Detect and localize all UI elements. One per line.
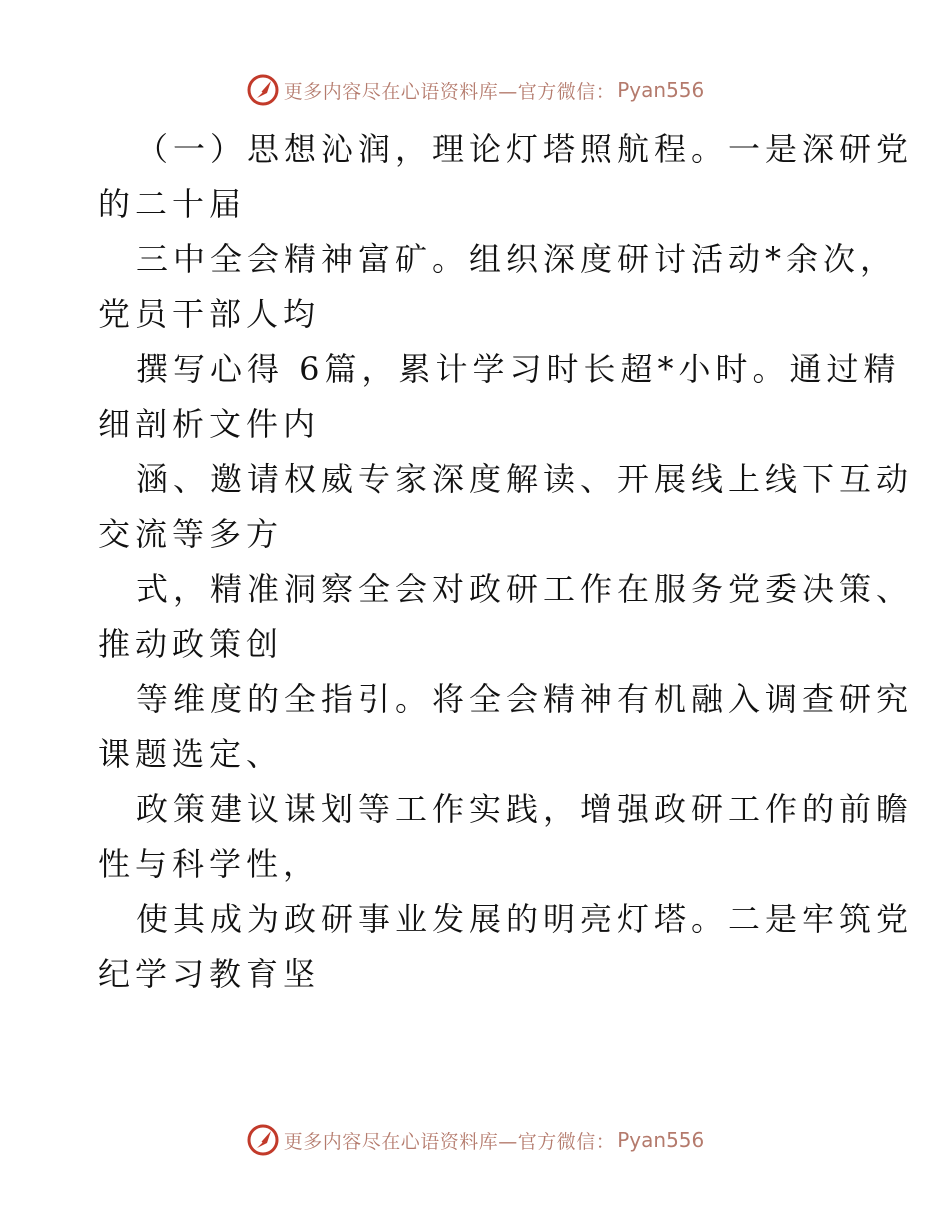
header-watermark xyxy=(0,72,950,108)
text-line: 推动政策创 xyxy=(98,625,284,663)
text-line: 涵、邀请权威专家深度解读、开展线上线下互动 xyxy=(136,460,914,498)
footer-watermark xyxy=(0,1122,950,1158)
watermark-text: 更多内容尽在心语资料库—官方微信： xyxy=(283,80,616,103)
text-line: 等维度的全指引。将全会精神有机融入调查研究 xyxy=(136,680,914,718)
watermark-text: 更多内容尽在心语资料库—官方微信： xyxy=(283,1130,616,1153)
quill-logo-icon xyxy=(246,1123,280,1157)
text-line: 的二十届 xyxy=(98,185,247,223)
text-line: 性与科学性， xyxy=(98,845,321,883)
text-line: 使其成为政研事业发展的明亮灯塔。二是牢筑党 xyxy=(136,900,914,938)
watermark-wechat-id: Pyan556 xyxy=(617,78,705,102)
document-body xyxy=(98,122,914,1002)
text-line: 课题选定、 xyxy=(98,735,284,773)
text-line: 党员干部人均 xyxy=(98,295,321,333)
text-line: 式，精准洞察全会对政研工作在服务党委决策、 xyxy=(136,570,914,608)
text-line: 撰写心得 6篇，累计学习时长超*小时。通过精 xyxy=(136,350,901,388)
quill-logo-icon xyxy=(246,73,280,107)
text-line: 细剖析文件内 xyxy=(98,405,321,443)
watermark-wechat-id: Pyan556 xyxy=(617,1128,705,1152)
text-line: 交流等多方 xyxy=(98,515,284,553)
text-line: 纪学习教育坚 xyxy=(98,955,321,993)
text-line: 三中全会精神富矿。组织深度研讨活动*余次， xyxy=(136,240,898,278)
text-line: （一）思想沁润，理论灯塔照航程。一是深研党 xyxy=(136,130,914,168)
text-line: 政策建议谋划等工作实践，增强政研工作的前瞻 xyxy=(136,790,914,828)
